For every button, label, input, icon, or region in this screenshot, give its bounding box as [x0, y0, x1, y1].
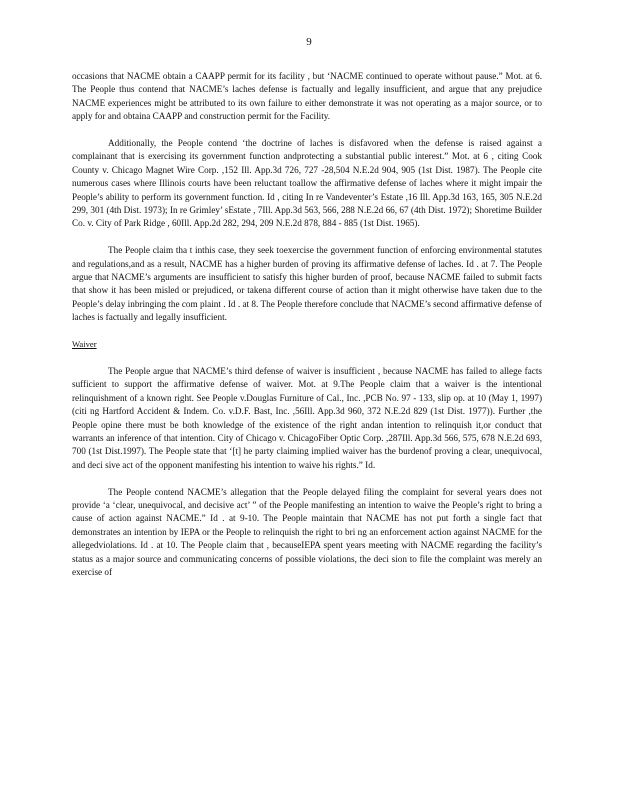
section-heading-waiver — [72, 338, 542, 351]
paragraph-waiver-delay: The People contend NACME’s allegation that the People delayed filing the complaint for several years does not provide ‘a ‘clear, unequivocal, and decisive act’ ” of the People manifesting an intention to waive the People’s right to bring a cause of action against NACME.” Id . at 9-10. The People maintain that NACME has not put forth a single fact that demonstrates an intention by IEPA or the People to relinquish the right to bri ng an enforcement action against NACME for the allegedviolations. Id . at 10. The People claim that , becauseIEPA spent years meeting with NACME regarding the facility’s status as a major source and communicating concerns of possible violations, the deci sion to file the complaint was merely an exercise of — [72, 486, 542, 577]
page-number: 9 — [306, 36, 312, 48]
document-body — [72, 70, 542, 593]
heading-spacer — [72, 351, 542, 364]
paragraph-waiver-insufficient: The People argue that NACME’s third defense of waiver is insufficient , because NACME has failed to allege facts sufficient to support the affirmative defense of waiver. Mot. at 9.The People claim that a waiver is the intentional relinquishment of a known right. See People v.Douglas Furniture of Cal., Inc. ,PCB No. 97 - 133, slip op. at 10 (May 1, 1997) (citi ng Hartford Accident & Indem. Co. v.D.F. Bast, Inc. ,56Ill. App.3d 960, 372 N.E.2d 829 (1st Dist. 1977)). Further ,the People opine there must be both knowledge of the existence of the right andan intention to relinquish it,or conduct that warrants an inference of that intention. City of Chicago v. ChicagoFiber Optic Corp. ,287Ill. App.3d 566, 575, 678 N.E.2d 693, 700 (1st Dist.1997). The People state that ‘[t] he party claiming implied waiver has the burdenof proving a clear, unequivocal, and deci sive act of the opponent manifesting his intention to waive his rights.” Id. — [72, 365, 542, 470]
paragraph-laches-burden: The People claim tha t inthis case, they seek toexercise the government function of enforcing environmental statutes and regulations,and as a result, NACME has a higher burden of proving its affirmative defense of laches. Id . at 7. The People argue that NACME’s arguments are insufficient to satisfy this higher burden of proof, because NACME failed to submit facts that show it has been misled or prejudiced, or takena different course of action than it might otherwise have taken due to the People’s delay inbringing the com plaint . Id . at 8. The People therefore conclude that NACME’s second affirmative defense of laches is factually and legally insufficient. — [72, 245, 542, 323]
paragraph-laches-disfavored: Additionally, the People contend ‘the doctrine of laches is disfavored when the defense is raised against a complainant that is exercising its government function andprotecting a substantial public interest.” Mot. at 6 , citing Cook County v. Chicago Magnet Wire Corp. ,152 Ill. App.3d 726, 727 -28,504 N.E.2d 904, 905 (1st Dist. 1987). The People cite numerous cases where Illinois courts have been reluctant toallow the affirmative defense of laches where it might impair the People’s ability to perform its government function. Id , citing In re Vandeventer’s Estate ,16 Ill. App.3d 163, 165, 305 N.E.2d 299, 301 (4th Dist. 1973); In re Grimley’ sEstate , 7Ill. App.3d 563, 566, 288 N.E.2d 66, 67 (4th Dist. 1972); Shoretime Builder Co. v. City of Park Ridge , 60Ill. App.2d 282, 294, 209 N.E.2d 878, 884 - 885 (1st Dist. 1965). — [72, 138, 542, 229]
heading-waiver: Waiver — [72, 339, 97, 350]
paragraph-laches-continued: occasions that NACME obtain a CAAPP permit for its facility , but ‘NACME continued to operate without pause.” Mot. at 6. The People thus contend that NACME’s laches defense is factually and legally insufficient, and argue that any prejudice NACME experiences might be attributed to its own failure to either demonstrate it was not operating as a major source, or to apply for and obtaina CAAPP and construction permit for the Facility. — [72, 71, 542, 122]
